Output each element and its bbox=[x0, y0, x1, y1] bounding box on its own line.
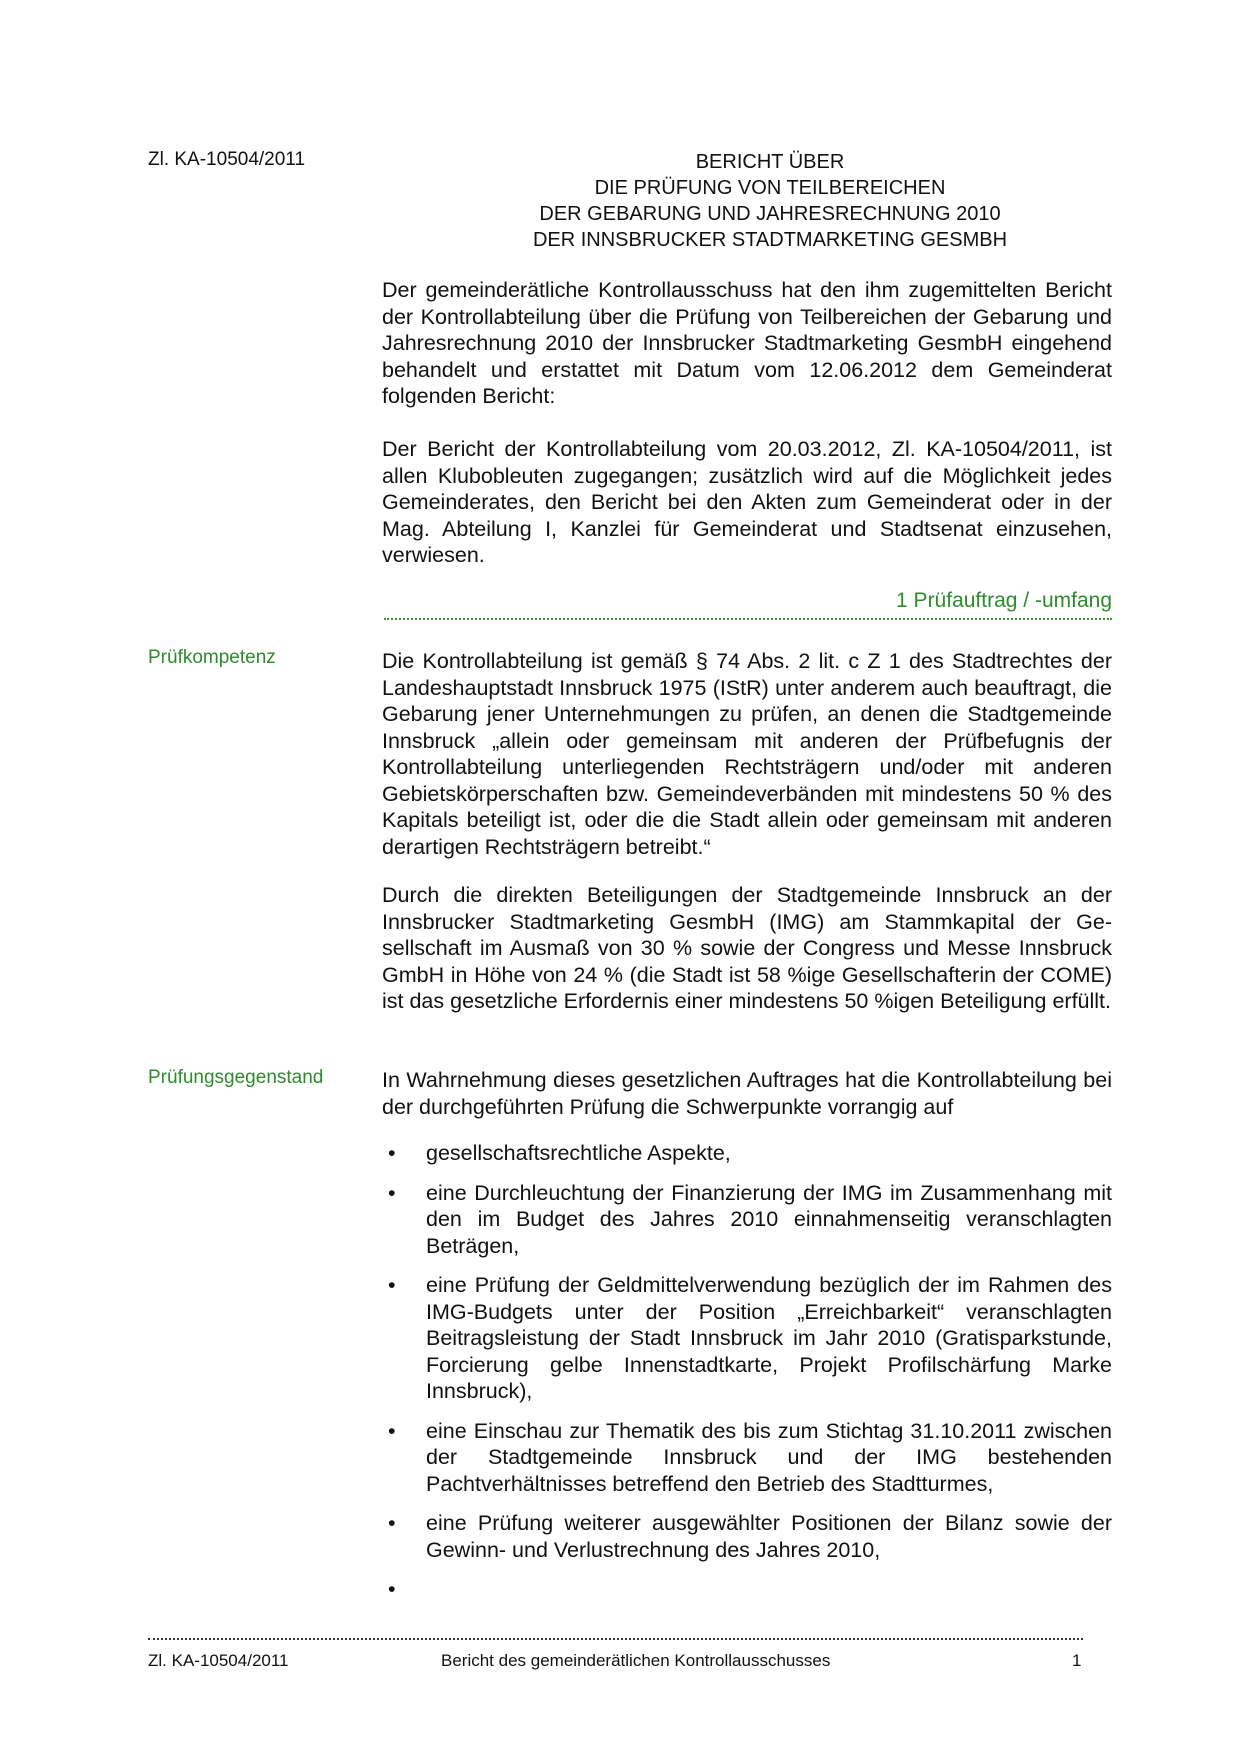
bullet-icon: • bbox=[388, 1418, 396, 1443]
bullet-icon: • bbox=[388, 1273, 396, 1297]
list-item-text: eine Prüfung der Geldmittelverwendung bezüglich der im Rahmen des IMG-Budgets unter der Position „Erreichbarkeit“ veranschlagten Beitragsleistung der Stadt Innsbruck im Jahr 2010 (Gratisparkstunde, Forcierung gelbe Innenstadtkarte, Projekt Profilschärfung Marke Innsbruck), bbox=[426, 1273, 1112, 1403]
paragraph-beteiligungen: Durch die direkten Beteiligungen der Stadtgemeinde Innsbruck an der Innsbrucker Stadtmarketing GesmbH (IMG) am Stammkapital der Gesellschaft im Ausmaß von 30 % sowie der Congress und Messe Innsbruck GmbH in Höhe von 24 % (die Stadt ist 58 %ige Gesellschafterin der COME) ist das gesetzliche Erfordernis einer mindestens 50 %igen Beteiligung erfüllt. bbox=[382, 883, 1112, 1013]
margin-note-pruefungsgegenstand: Prüfungsgegenstand bbox=[148, 1067, 324, 1088]
intro-paragraph-2: Der Bericht der Kontrollabteilung vom 20.03.2012, Zl. KA-10504/2011, ist allen Klubobleuten zugegangen; zusätzlich wird auf die Möglichkeit jedes Gemeinderates, den Bericht bei den Akten zum Gemeinderat oder in der Mag. Abteilung I, Kanzlei für Gemeinderat und Stadtsenat einzusehen, verwiesen. bbox=[382, 437, 1112, 567]
report-title bbox=[440, 149, 1100, 253]
bullet-icon: • bbox=[388, 1180, 396, 1205]
section-heading: 1 Prüfauftrag / -umfang bbox=[896, 589, 1112, 612]
list-item bbox=[382, 1180, 1112, 1260]
list-item bbox=[382, 1140, 1112, 1167]
footer-divider bbox=[148, 1638, 1083, 1640]
paragraph-pruefkompetenz: Die Kontrollabteilung ist gemäß § 74 Abs. 2 lit. c Z 1 des Stadtrechtes der Landeshauptstadt Innsbruck 1975 (IStR) unter anderem auch beauftragt, die Gebarung jener Unternehmungen zu prüfen, an denen die Stadtgemeinde Innsbruck „allein oder gemeinsam mit anderen der Prüfbefugnis der Kontrollabteilung unterliegenden Rechtsträgern und/oder mit anderen Gebietskörperschaften bzw. Gemeindeverbänden mit mindestens 50 % des Kapitals beteiligt ist, oder die die Stadt allein oder gemeinsam mit anderen derartigen Rechtsträgern betreibt.“ bbox=[382, 649, 1112, 859]
title-line: DIE PRÜFUNG VON TEILBEREICHEN bbox=[594, 177, 946, 199]
list-item bbox=[382, 1418, 1112, 1498]
bullet-icon: • bbox=[388, 1577, 396, 1601]
footer-title: Bericht des gemeinderätlichen Kontrollausschusses bbox=[441, 1651, 831, 1670]
paragraph-pruefungsgegenstand: In Wahrnehmung dieses gesetzlichen Auftrages hat die Kontrollabteilung bei der durchgeführten Prüfung die Schwerpunkte vorrangig auf bbox=[382, 1068, 1112, 1119]
list-item-text: eine Prüfung weiterer ausgewählter Positionen der Bilanz sowie der Gewinn- und Verlustrechnung des Jahres 2010, bbox=[426, 1511, 1112, 1562]
list-item-text: eine Einschau zur Thematik des bis zum Stichtag 31.10.2011 zwischen der Stadtgemeinde Innsbruck und der IMG bestehenden Pachtverhältnisses betreffend den Betrieb des Stadtturmes, bbox=[426, 1418, 1112, 1496]
list-item-text: gesellschaftsrechtliche Aspekte, bbox=[426, 1141, 731, 1165]
title-line: BERICHT ÜBER bbox=[695, 151, 845, 173]
section-divider bbox=[384, 618, 1112, 620]
document-reference: Zl. KA-10504/2011 bbox=[148, 149, 306, 170]
margin-note-pruefkompetenz: Prüfkompetenz bbox=[148, 647, 276, 668]
list-item bbox=[382, 1576, 1112, 1602]
bullet-icon: • bbox=[388, 1511, 396, 1535]
title-line: DER GEBARUNG UND JAHRESRECHNUNG 2010 bbox=[539, 203, 1001, 225]
list-item bbox=[382, 1272, 1112, 1405]
footer-reference: Zl. KA-10504/2011 bbox=[148, 1651, 289, 1670]
focus-list bbox=[382, 1140, 1112, 1615]
title-line: DER INNSBRUCKER STADTMARKETING GESMBH bbox=[532, 229, 1008, 251]
list-item bbox=[382, 1510, 1112, 1563]
list-item-text: eine Durchleuchtung der Finanzierung der IMG im Zusammenhang mit den im Budget des Jahres 2010 einnahmenseitig veranschlagten Beträgen, bbox=[426, 1180, 1112, 1258]
intro-paragraph-1: Der gemeinderätliche Kontrollausschuss hat den ihm zugemittelten Bericht der Kontrollabteilung über die Prüfung von Teilbereichen der Gebarung und Jahresrechnung 2010 der Innsbrucker Stadtmarketing GesmbH eingehend behandelt und erstattet mit Datum vom 12.06.2012 dem Gemeinderat folgenden Bericht: bbox=[382, 278, 1112, 408]
page-number: 1 bbox=[1072, 1651, 1082, 1670]
bullet-icon: • bbox=[388, 1141, 396, 1165]
